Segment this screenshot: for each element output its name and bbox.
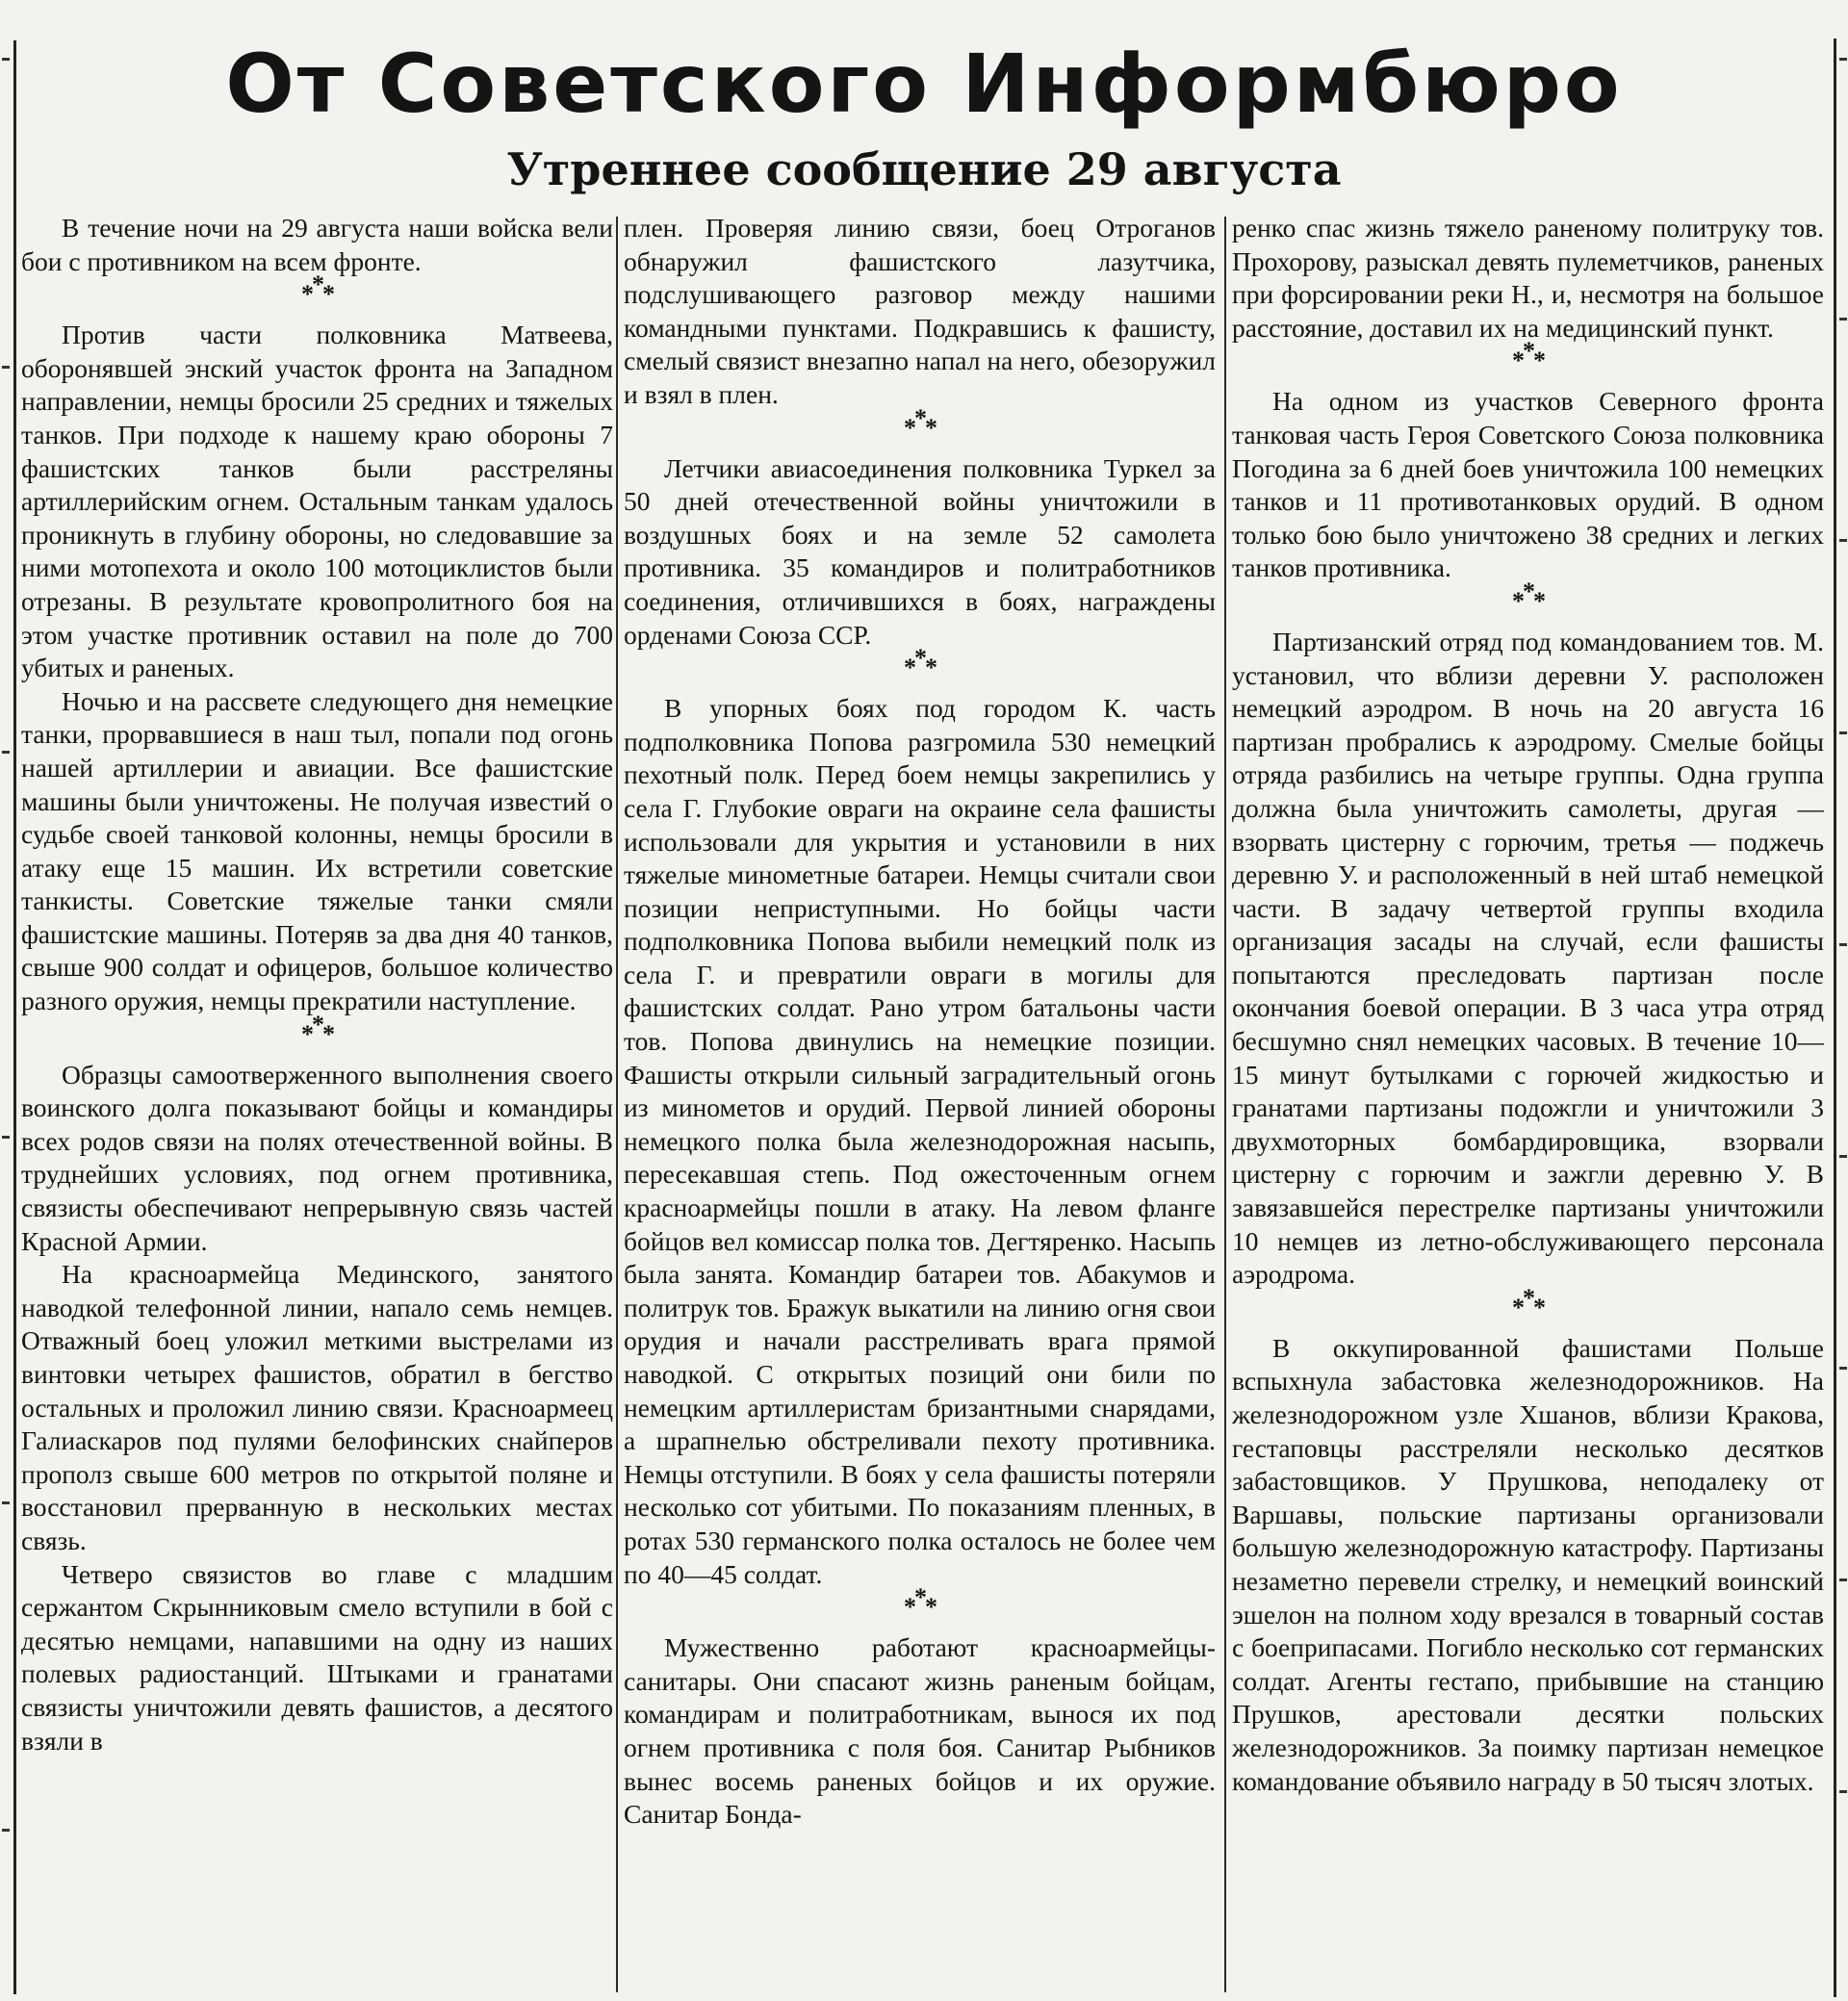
separator-star: * [1523,577,1533,605]
article-paragraph: Образцы самоотверженного выполнения своего воинского долга показывают бойцы и командиры всех родов связи на полях отечественной войны. В труднейших условиях, под огнем противника, связисты обеспечивают непрерывную связь частей Красной Армии. [21,1059,613,1256]
separator-star: * [322,280,333,309]
column-rule-2 [1224,217,1226,1992]
section-separator [624,644,1216,692]
left-margin-rule [13,40,16,1994]
separator-star: * [301,280,312,309]
article-paragraph: Четверо связистов во главе с младшим сержантом Скрынниковым смело вступили в бой с десятью немцами, напавшими на одну из наших полевых радиостанций. Штыками и гранатами связисты уничтожили девять фашистов, а десятого взяли в [21,1558,613,1756]
separator-star: * [301,1019,312,1048]
article-paragraph: плен. Проверяя линию связи, боец Отроганов обнаружил фашистского лазутчика, подслушивающего разговор между нашими командными пунктами. Подкравшись к фашисту, смелый связист внезапно напал на него, обезоружил и взял в плен. [624,213,1216,409]
separator-star: * [904,654,914,682]
article-paragraph: Ночью и на рассвете следующего дня немецкие танки, прорвавшиеся в наш тыл, попали под огонь нашей артиллерии и авиации. Все фашистские машины были уничтожены. Не получая известий о судьбе своей танковой колонны, немцы бросили в атаку еще 15 машин. Их встретили советские танкисты. Советские тяжелые танки смяли фашистские машины. Потеряв за два дня 40 танков, свыше 900 солдат и офицеров, большое количество разного оружия, немцы прекратили наступление. [21,685,613,1016]
separator-star: * [904,413,914,442]
article-column-1 [21,212,613,1983]
separator-star: * [914,1583,925,1612]
article-paragraph: Против части полковника Матвеева, оборонявшей энский участок фронта на Западном направлении, немцы бросили 25 средних и тяжелых танков. При подходе к нашему краю обороны 7 фашистских танков были расстреляны артиллерийским огнем. Остальным танкам удалось проникнуть в глубину обороны, но следовавшие за ними мотопехота и около 100 мотоциклистов были отрезаны. В результате кровопролитного боя на этом участке противник оставил на поле до 700 убитых и раненых. [21,320,613,683]
column-rule-1 [616,217,618,1992]
separator-star: * [1533,586,1544,615]
article-paragraph: На красноармейца Мединского, занятого наводкой телефонной линии, напало семь немцев. Отважный боец уложил меткими выстрелами из винтовки четырех фашистов, обратил в бегство остальных и проложил линию связи. Красноармеец Галиаскаров под пулями белофинских снайперов прополз свыше 600 метров по открытой поляне и восстановил прерванную в нескольких местах связь. [21,1259,613,1555]
article-paragraph: В упорных боях под городом К. часть подполковника Попова разгромила 530 немецкий пехотный полк. Перед боем немцы закрепились у села Г. Глубокие овраги на окраине села фашисты использовали для укрытия и установили в них тяжелые минометные батареи. Немцы считали свои позиции неприступными. Но бойцы части подполковника Попова выбили немецкий полк из села Г. и превратили овраги в могилы для фашистских солдат. Рано утром батальоны части тов. Попова двинулись на немецкие позиции. Фашисты открыли сильный заградительный огонь из минометов и орудий. Первой линией обороны немецкого полка была железнодорожная насыпь, пересекавшая степь. Под ожесточенным огнем красноармейцы пошли в атаку. На левом фланге бойцов вел комиссар полка тов. Дегтяренко. Насыпь была занята. Командир батареи тов. Абакумов и политрук тов. Бражук выкатили на линию огня свои орудия и начали расстреливать врага прямой наводкой. С открытых позиций они били по немецким артиллеристам бризантными снарядами, а шрапнелью обстреливали пехоту противника. Немцы отступили. В боях у села фашисты потеряли несколько сот убитыми. По показаниям пленных, в ротах 530 германского полка осталось не более чем по 40—45 солдат. [624,693,1216,1589]
section-separator [21,1010,613,1059]
section-separator [624,403,1216,452]
separator-star: * [1512,1293,1523,1321]
article-paragraph: Летчики авиасоединения полковника Туркел за 50 дней отечественной войны уничтожили в воздушных боях и на земле 52 самолета противника. 35 командиров и политработников соединения, отличившихся в боях, награждены орденами Союза ССР. [624,452,1216,650]
separator-star: * [1523,1283,1533,1312]
separator-star: * [1512,346,1523,375]
right-edge-marks [1838,0,1848,2001]
separator-star: * [925,413,936,442]
report-subtitle: Утреннее сообщение 29 августа [506,143,1342,195]
section-separator [624,1583,1216,1631]
section-separator [1232,577,1824,626]
separator-star: * [1512,586,1523,615]
separator-star: * [914,644,925,673]
section-separator [1232,1283,1824,1332]
separator-star: * [925,654,936,682]
separator-star: * [1533,1293,1544,1321]
article-paragraph: Партизанский отряд под командованием тов. М. установил, что вблизи деревни У. расположен немецкий аэродром. В ночь на 20 августа 16 партизан пробрались к аэродрому. Смелые бойцы отряда разбились на четыре группы. Одна группа должна была уничтожить самолеты, другая — взорвать цистерну с горючим, третья — поджечь деревню У. и расположенный в ней штаб немецкой части. В задачу четвертой группы входила организация засады на случай, если фашисты попытаются преследовать партизан после окончания боевой операции. В 3 часа утра отряд бесшумно снял немецких часовых. В течение 10—15 минут бутылками с горючей жидкостью и гранатами партизаны подожгли и уничтожили 3 двухмоторных бомбардировщика, взорвали цистерну с горючим и зажгли деревню У. В завязавшейся перестрелке партизаны уничтожили 10 немцев из летно-обслуживающего персонала аэродрома. [1232,626,1824,1290]
separator-star: * [914,403,925,432]
separator-star: * [925,1593,936,1622]
article-column-3 [1232,212,1824,1983]
article-paragraph: В течение ночи на 29 августа наши войска вели бои с противником на всем фронте. [21,213,613,276]
separator-star: * [312,1010,322,1039]
article-paragraph: На одном из участков Северного фронта танковая часть Героя Советского Союза полковника Погодина за 6 дней боев уничтожила 100 немецких танков и 11 противотанковых орудий. В одном только бою было уничтожено 38 средних и легких танков противника. [1232,386,1824,583]
section-separator [21,270,613,319]
left-edge-marks [0,0,13,2001]
article-paragraph: В оккупированной фашистами Польше вспыхнула забастовка железнодорожников. На железнодорожном узле Хшанов, вблизи Кракова, гестаповцы расстреляли несколько десятков забастовщиков. У Прушкова, неподалеку от Варшавы, польские партизаны организовали большую железнодорожную катастрофу. Партизаны незаметно перевели стрелку, и немецкий воинский эшелон на полном ходу врезался в товарный состав с боеприпасами. Погибло несколько сот германских солдат. Агенты гестапо, прибывшие на станцию Прушков, арестовали десятки польских железнодорожников. За поимку партизан немецкое командование объявило награду в 50 тысяч злотых. [1232,1332,1824,1796]
separator-star: * [904,1593,914,1622]
separator-star: * [1533,346,1544,375]
separator-star: * [1523,337,1533,366]
separator-star: * [312,270,322,299]
separator-star: * [322,1019,333,1048]
right-margin-rule [1834,38,1836,1997]
section-separator [1232,337,1824,385]
masthead-title: От Советского Информбюро [225,37,1623,131]
article-paragraph: Мужественно работают красноармейцы-санитары. Они спасают жизнь раненым бойцам, командирам и политработникам, вынося их под огнем противника с поля боя. Санитар Рыбников вынес восемь раненых бойцов и их оружие. Санитар Бонда- [624,1632,1216,1830]
article-paragraph: ренко спас жизнь тяжело раненому политруку тов. Прохорову, разыскал девять пулеметчиков, раненых при форсировании реки Н., и, несмотря на большое расстояние, доставил их на медицинский пункт. [1232,213,1824,343]
article-column-2 [624,212,1216,1983]
